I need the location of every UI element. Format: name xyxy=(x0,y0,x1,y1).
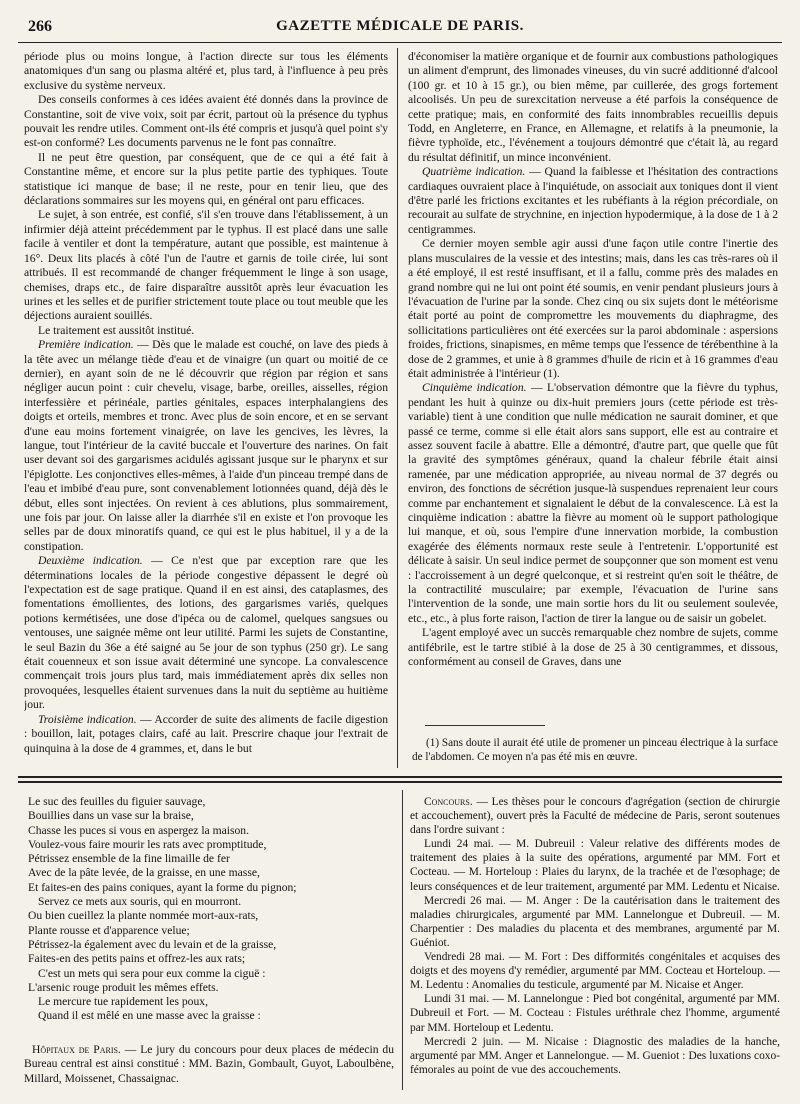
bottom-column-divider xyxy=(402,790,403,1090)
paragraph-text: — Quand la faiblesse et l'hésitation des contractions cardiaques ouvraient place à l'inquiétude, on associait aux toniques dont il vient d'être parlé les frictions excitantes et les rubéfiants à la région précordiale, on recourait au sulfate de strychnine, en injection hypodermique, à la dose de 1 à 2 centigrammes. xyxy=(408,165,778,236)
paragraph-text: L'agent employé avec un succès remarquable chez nombre de sujets, comme antifébrile, est le tartre stibié à la dose de 25 à 30 centigrammes, et dissous, conformément au conseil de Graves, dans une xyxy=(408,626,778,669)
paragraph-text: — L'observation démontre que la fièvre du typhus, pendant les huit à quinze ou dix-huit premiers jours (cette période est très-variable) tient à une condition que nulle médication ne saurait dominer, et que passé ce terme, comme si elle était alors sans support, elle est au contraire et assez souvent facile à abattre. Elle a démontré, d'autre part, que quelle que fût la gravité des symptômes généraux, quand la chaleur fébrile était ainsi ramenée, par une médication appropriée, au niveau normal de 37 degrés ou environ, des fonctions de sécrétion jusque-là suspendues reprenaient leur cours comme par enchantement et signalaient le début de la convalescence. Là est la cinquième indication : abattre la fièvre au moment où le support pathologique lui manque, et où, sous l'empire d'une innervation morbide, la combustion exagérée des éléments normaux reste seule à l'entretenir. L'opportunité est délicate à saisir. Un seul indice permet de soupçonner que son moment est venu : l'accroissement à un degré quelconque, et si restreint qu'en soit le théâtre, de la contractilité musculaire; par exemple, l'évacuation de l'urine sans l'intervention de la sonde, une main sortie hors du lit ou seulement soulevée, etc., etc., à plus forte raison, l'action de tirer la langue ou de saisir un gobelet. xyxy=(408,381,778,625)
paragraph-text: — Dès que le malade est couché, on lave des pieds à la tête avec un mélange tiède d'eau et de vinaigre (un quart ou moitié de ce dernier), en ayant soin de ne lé découvrir que région par région et sans négliger aucun point : cuir chevelu, visage, barbe, oreilles, aisselles, région interfessière et périnéale, parties génitales, espaces interphalangiens des doigts et orteils, membres et tronc. Avec plus de soin encore, et en se servant d'une eau moins fortement vinaigrée, on lave les gencives, les lèvres, la langue, tout l'intérieur de la cavité buccale et l'ouverture des narines. On fait user devant soi des gargarismes acidulés agissant jusque sur le pharynx et sur l'épiglotte. Les conjonctives elles-mêmes, à l'aide d'un pinceau trempé dans de l'eau et imbibé d'eau pure, sont convenablement lotionnées quand, déjà dès le début, elles sont injectées. On revient à ces ablutions, plus sommairement, une fois par jour. On laisse aller la diarrhée s'il en existe et l'on provoque les selles par de doux minoratifs quand, ce qui est le plus habituel, il y a de la constipation. xyxy=(24,338,388,553)
article-paragraph xyxy=(24,338,388,554)
hopitaux-notice xyxy=(24,1043,394,1086)
concours-notice xyxy=(410,795,780,1095)
poem-line: Faites-en des petits pains et offrez-les aux rats; xyxy=(28,952,246,966)
page-number: 266 xyxy=(28,18,52,35)
article-paragraph xyxy=(24,554,388,712)
footnote: (1) Sans doute il aurait été utile de promener un pinceau électrique à la surface de l'abdomen. Ce moyen n'a pas été mis en œuvre. xyxy=(412,737,778,763)
article-paragraph xyxy=(24,93,388,151)
feuilleton-poem xyxy=(28,795,394,1025)
poem-line: Plante rousse et d'apparence velue; xyxy=(28,923,190,937)
paragraph-text: période plus ou moins longue, à l'action directe sur tous les éléments anatomiques d'un sang ou plasma altéré et, plus tard, à l'influence à peu près exclusive du système nerveux. xyxy=(24,50,388,92)
concours-paragraph xyxy=(410,992,780,1034)
article-paragraph xyxy=(408,381,778,626)
poem-line: Servez ce mets aux souris, qui en mourront. xyxy=(38,895,242,909)
poem-line xyxy=(28,1024,394,1025)
paragraph-lead: Troisième indication. xyxy=(38,712,137,726)
paragraph-text: — Accorder de suite des aliments de facile digestion : bouillon, lait, potages clairs, café au lait. Prescrire chaque jour l'extrait de quinquina à la dose de 4 grammes, et, dans le but xyxy=(24,712,388,755)
concours-text: Vendredi 28 mai. — M. Fort : Des difformités congénitales et acquises des doigts et des moyens d'y remédier, argumenté par MM. Cocteau et Horteloup. — M. Ledentu : Anomalies du testicule, argumenté par M. Nicaise et Anger. xyxy=(410,951,780,992)
paragraph-text: Le sujet, à son entrée, est confié, s'il s'en trouve dans l'établissement, à un infirmier déjà atteint précédemment par le typhus. Il est placé dans une salle facile à ventiler et dont la température, autant que possible, est maintenue à 16°. Deux lits placés à côté l'un de l'autre et garnis de toile cirée, lui sont attribués. Il est recommandé de changer fréquemment le linge à son usage, chemises, draps etc., de faire disparaître aussitôt après leur évacuation les urines et les selles et de purifier strictement toute place ou tout meuble que les déjections auraient souillés. xyxy=(24,208,388,323)
poem-line: Le suc des feuilles du figuier sauvage, xyxy=(28,795,206,808)
hopitaux-lead: Hôpitaux de Paris. xyxy=(32,1043,121,1056)
article-paragraph xyxy=(24,151,388,209)
paragraph-text: Il ne peut être question, par conséquent, que de ce qui a été fait à Constantine même, et encore sur la plus petite partie des typhiques. Toute statistique ici manque de base; il ne reste, pour en tenir lieu, que des déclarations sommaires sur les moyens qui, en général ont paru efficaces. xyxy=(24,150,388,208)
poem-line: Et faites-en des pains coniques, ayant la forme du pignon; xyxy=(28,880,297,894)
article-paragraph xyxy=(408,237,778,381)
paragraph-text: Des conseils conformes à ces idées avaient été donnés dans la province de Constantine, soit de vive voix, soit par écrit, partout où la présence du typhus pouvait les rendre utiles. Comment ont-ils été compris et jusqu'à quel point s'y est-on conformé? Les documents parvenus ne le font pas connaître. xyxy=(24,93,388,150)
concours-paragraph xyxy=(410,894,780,950)
paragraph-lead: Deuxième indication. xyxy=(38,554,143,568)
hopitaux-text: — Le jury du concours pour deux places de médecin du Bureau central est ainsi constitué : MM. Bazin, Gombault, Guyot, Laboulbène, Millard, Moissenet, Chassaignac. xyxy=(24,1043,394,1085)
poem-line: C'est un mets qui sera pour eux comme la ciguë : xyxy=(38,966,266,980)
article-paragraph xyxy=(408,626,778,669)
concours-text: — Les thèses pour le concours d'agrégation (section de chirurgie et accouchement), ouvert près la Faculté de médecine de Paris, seront soutenues dans l'ordre suivant : xyxy=(410,796,780,837)
paragraph-text: Ce dernier moyen semble agir aussi d'une façon utile contre l'inertie des plans musculaires de la vessie et des intestins; mais, dans les cas très-rares où il a été employé, il est resté insuffisant, et il a fallu, comme près des malades en grand nombre qui ne lui ont point été soumis, en venir pendant plusieurs jours à l'évacuation de l'urine par la sonde. Chez cinq ou six sujets dont le météorisme était porté au point de compromettre les mouvements du diaphragme, des sollicitations particulières ont été exercées sur la paroi abdominale : aspersions froides, frictions, sinapismes, en même temps que l'essence de térébenthine à la dose de 2 grammes, et unie à 8 grammes d'huile de ricin et à 16 grammes d'eau était administrée à l'intérieur (1). xyxy=(408,237,778,380)
poem-line: Pétrissez ensemble de la fine limaille de fer xyxy=(28,852,230,866)
concours-text: Mercredi 2 juin. — M. Nicaise : Diagnostic des maladies de la hanche, argumenté par MM. Anger et Lannelongue. — M. Gueniot : Des luxations coxo-fémorales au point de vue des accouchements. xyxy=(410,1035,780,1076)
article-paragraph xyxy=(24,713,388,756)
left-article-column xyxy=(24,50,388,770)
paragraph-lead: Cinquième indication. xyxy=(422,381,527,395)
article-paragraph xyxy=(24,208,388,323)
paragraph-text: d'économiser la matière organique et de fournir aux combustions pathologiques un aliment d'emprunt, des limonades vineuses, du vin sucré additionné d'alcool (100 gr. et 10 à 15 gr.), ou bien même, par cuillerée, des grogs fortement alcoolisés. Un peu de surexcitation nerveuse a été parfois la conséquence de cette pratique; mais, en conformité des faits innombrables recueillis depuis Todd, en Angleterre, en France, en Allemagne, et relatifs à la pneumonie, la fièvre typhoïde, etc., l'événement a toujours démontré que c'était là, au regard du résultat définitif, un mince inconvénient. xyxy=(408,50,778,164)
section-rule-bottom xyxy=(18,781,782,783)
running-title: GAZETTE MÉDICALE DE PARIS. xyxy=(276,18,524,34)
poem-line: Ou bien cueillez la plante nommée mort-aux-rats, xyxy=(28,909,259,923)
concours-text: Mercredi 26 mai. — M. Anger : De la cautérisation dans le traitement des maladies chirurgicales, argumenté par MM. Lannelongue et Dubreuil. — M. Charpentier : Des maladies du placenta et des membranes, argumenté par M. Guéniot. xyxy=(410,894,780,949)
right-article-column xyxy=(408,50,778,710)
paragraph-text: Le traitement est aussitôt institué. xyxy=(38,323,195,337)
page-header xyxy=(18,16,782,43)
poem-line: Quand il est mêlé en une masse avec la graisse : xyxy=(38,1009,261,1023)
paragraph-text: — Ce n'est que par exception rare que les déterminations locales de la période congestive dépassent le degré où l'expectation est de sage pratique. Quand il en est ainsi, des cataplasmes, des fomentations émollientes, des lotions, des gargarismes variés, quelques potions kermétisées, une dose d'ipéca ou de calomel, quelques sangsues ou ventouses, une saignée même ont leur utilité. Parmi les sujets de Constantine, le seul Bazin du 36e a été saigné au 5e jour de son typhus (250 gr). Le sang était couenneux et son issue avait déterminé une syncope. La convalescence commençait trois jours plus tard, mais immédiatement après dix selles non provoquées, lesquelles étaient survenues dans la nuit du septième au huitième jour. xyxy=(24,554,388,712)
column-divider xyxy=(397,48,398,768)
concours-paragraph xyxy=(410,837,780,893)
article-paragraph xyxy=(408,50,778,165)
concours-text: Lundi 31 mai. — M. Lannelongue : Pied bot congénital, argumenté par MM. Dubreuil et Fort. — M. Cocteau : Fistules uréthrale chez l'homme, argumenté par MM. Horteloup et Ledentu. xyxy=(410,993,780,1034)
concours-text: Lundi 24 mai. — M. Dubreuil : Valeur relative des différents modes de traitement des plaies à la suite des opérations, argumenté par MM. Fort et Cocteau. — M. Horteloup : Plaies du larynx, de la trachée et de l'œsophage; de leurs conséquences et de leur traitement, argumenté par MM. Ledentu et Nicaise. xyxy=(410,838,780,893)
poem-line: Bouillies dans un vase sur la braise, xyxy=(28,809,194,823)
poem-line: Avec de la pâte levée, de la graisse, en une masse, xyxy=(28,866,260,880)
poem-line: Voulez-vous faire mourir les rats avec promptitude, xyxy=(28,837,267,851)
poem-line: Chasse les puces si vous en aspergez la maison. xyxy=(28,823,249,837)
paragraph-lead: Quatrième indication. xyxy=(422,165,526,179)
concours-paragraph xyxy=(410,1035,780,1077)
concours-paragraph xyxy=(410,950,780,992)
footnote-rule xyxy=(425,725,545,726)
poem-line: L'arsenic rouge produit les mêmes effets. xyxy=(28,980,219,994)
poem-line: Pétrissez-la également avec du levain et de la graisse, xyxy=(28,937,277,951)
concours-lead: Concours. xyxy=(424,796,473,808)
concours-paragraph xyxy=(410,795,780,837)
article-paragraph xyxy=(408,165,778,237)
article-paragraph xyxy=(24,324,388,338)
poem-line: Le mercure tue rapidement les poux, xyxy=(38,995,208,1009)
paragraph-lead: Première indication. xyxy=(38,338,134,352)
section-rule-top xyxy=(18,776,782,778)
article-paragraph xyxy=(24,50,388,93)
